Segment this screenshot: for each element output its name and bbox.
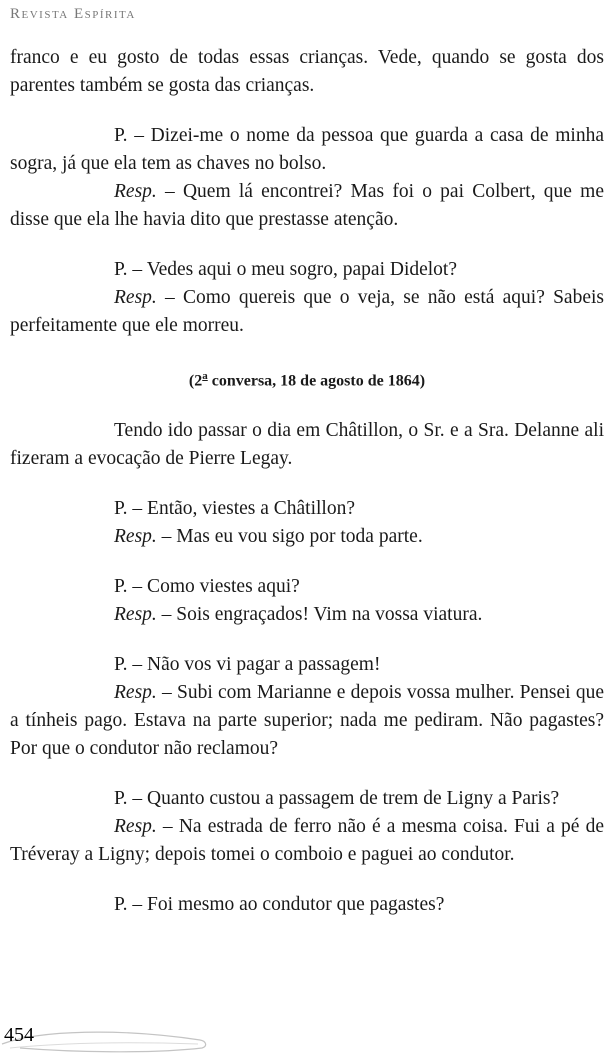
question-paragraph: P. – Como viestes aqui?: [114, 576, 300, 598]
response-label: Resp.: [114, 287, 157, 308]
response-text: – Quem lá encontrei? Mas foi o pai Colbert, que me disse que ela lhe havia dito que prestasse atenção.: [10, 181, 604, 230]
response-paragraph: [10, 178, 604, 234]
narrative-paragraph: Tendo ido passar o dia em Châtillon, o Sr. e a Sra. Delanne ali fizeram a evocação de Pierre Legay.: [10, 420, 604, 470]
response-paragraph: [10, 284, 604, 340]
response-label: Resp.: [114, 604, 157, 626]
question-paragraph: P. – Vedes aqui o meu sogro, papai Didelot?: [114, 259, 458, 280]
response-text: – Como quereis que o veja, se não está aqui? Sabeis perfeitamente que ele morreu.: [10, 287, 604, 336]
paragraph-continuation: franco e eu gosto de todas essas crianças. Vede, quando se gosta dos parentes também se gosta das crianças.: [10, 47, 604, 96]
section-heading-rest: conversa, 18 de agosto de 1864): [207, 372, 426, 390]
response-paragraph: [10, 679, 604, 763]
question-paragraph: P. – Não vos vi pagar a passagem!: [114, 654, 381, 676]
response-label: Resp.: [114, 181, 157, 202]
response-label: Resp.: [114, 816, 157, 838]
response-text: – Sois engraçados! Vim na vossa viatura.: [156, 604, 483, 626]
response-paragraph: [10, 523, 604, 551]
response-text: – Mas eu vou sigo por toda parte.: [156, 526, 423, 548]
running-header: Revista Espírita: [10, 6, 136, 22]
question-paragraph: P. – Dizei-me o nome da pessoa que guarda a casa de minha sogra, já que ela tem as chaves no bolso.: [10, 125, 604, 174]
response-text: – Na estrada de ferro não é a mesma coisa. Fui a pé de Tréveray a Ligny; depois tomei o comboio e paguei ao condutor.: [10, 816, 604, 866]
question-paragraph: P. – Foi mesmo ao condutor que pagastes?: [114, 894, 445, 916]
response-label: Resp.: [114, 526, 157, 548]
section-heading: [10, 362, 604, 395]
response-text: – Subi com Marianne e depois vossa mulher. Pensei que a tínheis pago. Estava na parte superior; nada me pediram. Não pagastes? Por que o condutor não reclamou?: [10, 682, 604, 760]
response-label: Resp.: [114, 682, 157, 704]
section-heading-open: (2: [188, 372, 203, 390]
question-paragraph: P. – Quanto custou a passagem de trem de Ligny a Paris?: [114, 788, 560, 810]
page-body: [10, 44, 604, 919]
question-paragraph: P. – Então, viestes a Châtillon?: [114, 498, 356, 520]
page-number: 454: [4, 1024, 34, 1046]
section-heading-superscript: a: [202, 370, 208, 382]
response-paragraph: [10, 601, 604, 629]
page-footer: [0, 1016, 611, 1057]
response-paragraph: [10, 813, 604, 869]
